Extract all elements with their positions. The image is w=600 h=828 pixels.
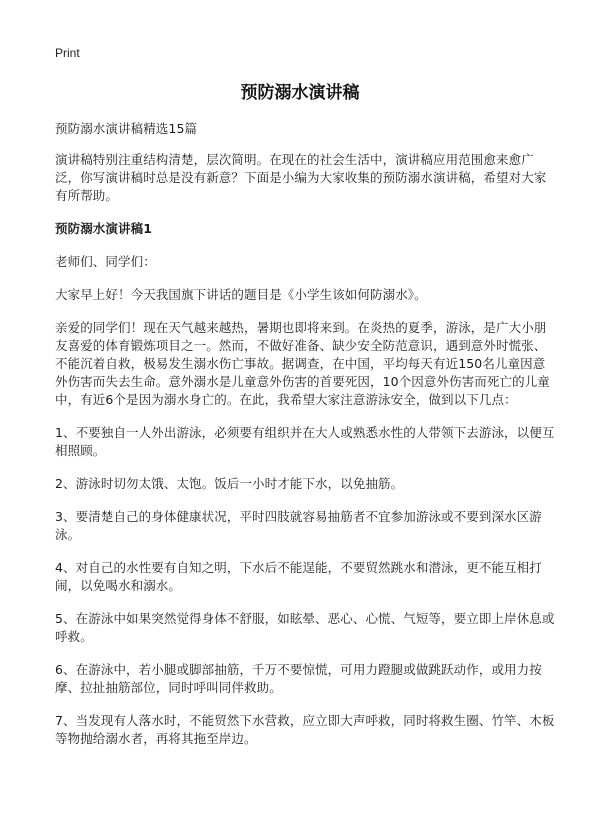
list-item: 3、要清楚自己的身体健康状况，平时四肢就容易抽筋者不宜参加游泳或不要到深水区游泳。 — [55, 509, 542, 542]
document-body — [55, 120, 555, 763]
list-item: 4、对自己的水性要有自知之明，下水后不能逞能，不要贸然跳水和潜泳，更不能互相打闹，以免喝水和溺水。 — [55, 560, 542, 593]
list-item: 5、在游泳中如果突然觉得身体不舒服，如眩晕、恶心、心慌、气短等，要立即上岸休息或呼救。 — [55, 611, 555, 644]
intro-paragraph: 演讲稿特别注重结构清楚，层次简明。在现在的社会生活中，演讲稿应用范围愈来愈广泛，你写演讲稿时总是没有新意？下面是小编为大家收集的预防溺水演讲稿，希望对大家有所帮助。 — [55, 152, 547, 203]
list-item: 2、游泳时切勿太饿、太饱。饭后一小时才能下水，以免抽筋。 — [55, 476, 404, 491]
body-paragraph: 亲爱的同学们！现在天气越来越热，暑期也即将来到。在炎热的夏季，游泳，是广大小朋友喜爱的体育锻炼项目之一。然而，不做好准备、缺少安全防范意识，遇到意外时慌张、不能沉着自救，极易发生溺水伤亡事故。据调查，在中国，平均每天有近150名儿童因意外伤害而失去生命。意外溺水是儿童意外伤害的首要死因，10个因意外伤害而死亡的儿童中，有近6个是因为溺水身亡的。在此，我希望大家注意游泳安全，做到以下几点： — [55, 320, 550, 407]
section-heading: 预防溺水演讲稿1 — [55, 221, 152, 236]
document-subtitle: 预防溺水演讲稿精选15篇 — [55, 121, 198, 136]
list-item: 1、不要独自一人外出游泳，必须要有组织并在大人或熟悉水性的人带领下去游泳，以便互相照顾。 — [55, 425, 555, 458]
greeting-paragraph: 老师们、同学们： — [55, 254, 156, 269]
list-item: 7、当发现有人落水时，不能贸然下水营救，应立即大声呼救，同时将救生圈、竹竿、木板等物抛给溺水者，再将其拖至岸边。 — [55, 713, 555, 746]
print-link[interactable]: Print — [55, 46, 80, 60]
opening-paragraph: 大家早上好！今天我国旗下讲话的题目是《小学生该如何防溺水》。 — [55, 287, 427, 302]
page-title: 预防溺水演讲稿 — [240, 83, 360, 103]
list-item: 6、在游泳中，若小腿或脚部抽筋，千万不要惊慌，可用力蹬腿或做跳跃动作，或用力按摩、拉扯抽筋部位，同时呼叫同伴救助。 — [55, 662, 542, 695]
